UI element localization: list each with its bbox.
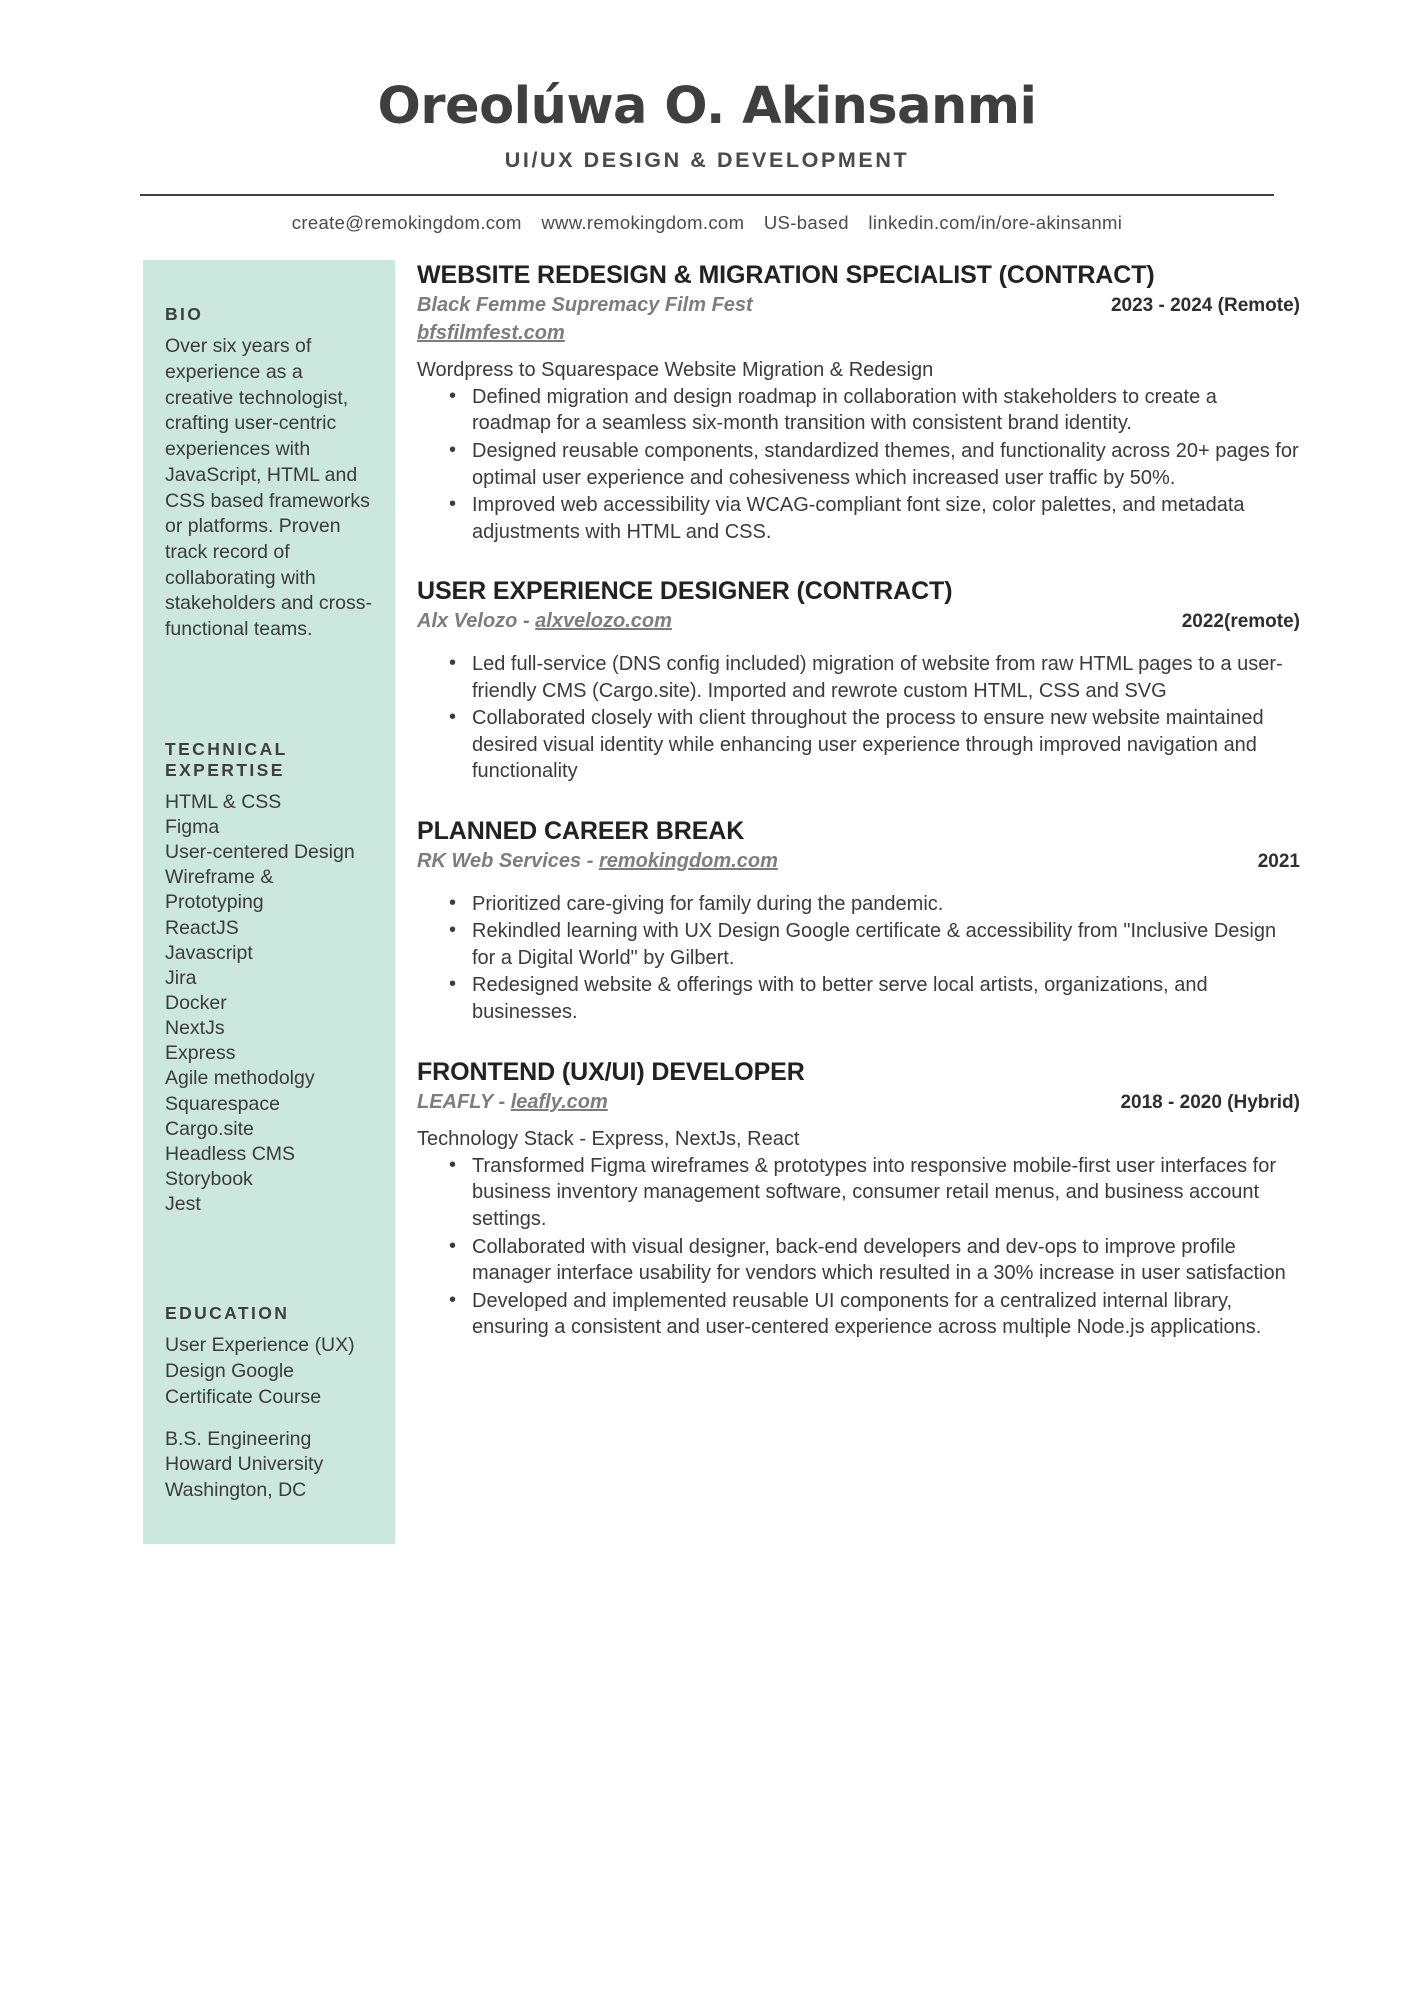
education-entry: User Experience (UX) Design Google Certificate Course (165, 1334, 355, 1408)
list-item: • Defined migration and design roadmap in collaboration with stakeholders to create a roadmap for a seamless six-month transition with consistent brand identity. (447, 384, 1300, 437)
list-item: Jira (165, 966, 197, 989)
job-title: WEBSITE REDESIGN & MIGRATION SPECIALIST (CONTRACT) (417, 261, 1155, 290)
list-item: Wireframe & Prototyping (165, 866, 274, 914)
job-title: USER EXPERIENCE DESIGNER (CONTRACT) (417, 577, 953, 606)
list-item: Express (165, 1042, 236, 1065)
education-entry: B.S. Engineering Howard University Washington, DC (165, 1427, 324, 1501)
job-org-name: Alx Velozo - (417, 610, 536, 633)
job-dates: 2023 - 2024 (Remote) (1110, 295, 1300, 317)
job-spacer (417, 637, 1300, 651)
section-spacer (417, 1037, 1300, 1057)
list-item: Javascript (165, 941, 253, 964)
job-title: PLANNED CAREER BREAK (417, 817, 745, 846)
list-item: • Collaborated with visual designer, back-end developers and dev-ops to improve profile manager interface usability for vendors which resulted in a 30% increase in user satisfaction (447, 1234, 1300, 1287)
sidebar-spacer-1 (165, 643, 373, 739)
job-dates: 2018 - 2020 (Hybrid) (1120, 1091, 1300, 1113)
contact-email[interactable]: create@remokingdom.com (291, 212, 522, 234)
list-item: Storybook (165, 1168, 253, 1191)
sidebar-heading-education: EDUCATION (165, 1303, 290, 1324)
sidebar-heading-bio: BIO (165, 304, 204, 325)
job-org (417, 1090, 608, 1116)
sidebar (143, 260, 395, 1544)
resume-body (0, 260, 1414, 1544)
contact-linkedin[interactable]: linkedin.com/in/ore-akinsanmi (868, 212, 1123, 234)
job-dates: 2021 (1257, 851, 1300, 873)
list-item: Cargo.site (165, 1117, 254, 1140)
job-org-name: LEAFLY - (417, 1090, 511, 1113)
contact-line (0, 212, 1414, 234)
list-item: HTML & CSS (165, 790, 282, 813)
list-item: • Transformed Figma wireframes & prototypes into responsive mobile-first user interfaces for business inventory management software, consumer retail menus, and business account settings. (447, 1153, 1300, 1233)
job-dates: 2022(remote) (1181, 611, 1300, 633)
list-item: Squarespace (165, 1092, 280, 1115)
job-org-link[interactable]: bfsfilmfest.com (417, 321, 565, 344)
job-summary: Wordpress to Squarespace Website Migration & Redesign (417, 359, 934, 382)
candidate-name: Oreolúwa O. Akinsanmi (377, 77, 1037, 136)
list-item: • Led full-service (DNS config included) migration of website from raw HTML pages to a user-friendly CMS (Cargo.site). Imported and rewrote custom HTML, CSS and SVG (447, 651, 1300, 704)
candidate-subtitle: UI/UX DESIGN & DEVELOPMENT (504, 148, 910, 173)
list-item: NextJs (165, 1017, 225, 1040)
job-bullets (447, 651, 1300, 785)
sidebar-spacer-2 (165, 1217, 373, 1303)
job-spacer (417, 877, 1300, 891)
job-bullets (447, 1153, 1300, 1341)
job-meta (417, 293, 1300, 319)
list-item: • Improved web accessibility via WCAG-compliant font size, color palettes, and metadata adjustments with HTML and CSS. (447, 492, 1300, 545)
header-divider (140, 194, 1274, 196)
job-org: Black Femme Supremacy Film Fest (417, 294, 753, 317)
list-item: • Collaborated closely with client throughout the process to ensure new website maintained desired visual identity while enhancing user experience through improved navigation and functionality (447, 705, 1300, 785)
sidebar-heading-skills: TECHNICAL EXPERTISE (165, 738, 288, 780)
job-meta (417, 609, 1300, 635)
experience-entry-3 (417, 816, 1300, 1026)
job-org (417, 609, 672, 635)
list-item: Headless CMS (165, 1142, 296, 1165)
job-meta (417, 1090, 1300, 1116)
experience-column (395, 260, 1414, 1352)
resume-header (0, 0, 1414, 234)
skills-list (165, 790, 373, 1217)
job-bullets (447, 891, 1300, 1026)
job-org (417, 849, 778, 875)
experience-entry-2 (417, 576, 1300, 785)
contact-website[interactable]: www.remokingdom.com (541, 212, 745, 234)
job-bullets (447, 384, 1300, 546)
job-org-link[interactable]: alxvelozo.com (535, 610, 672, 633)
list-item: • Designed reusable components, standardized themes, and functionality across 20+ pages for optimal user experience and cohesiveness which increased user traffic by 50%. (447, 438, 1300, 491)
list-item: ReactJS (165, 916, 239, 939)
list-item: User-centered Design (165, 841, 355, 864)
contact-location: US-based (763, 212, 849, 234)
list-item: • Prioritized care-giving for family during the pandemic. (447, 891, 1300, 918)
list-item: • Rekindled learning with UX Design Google certificate & accessibility from "Inclusive Design for a Digital World" by Gilbert. (447, 918, 1300, 971)
list-item: Agile methodolgy (165, 1067, 315, 1090)
list-item: Jest (165, 1193, 201, 1216)
list-item: Figma (165, 816, 220, 839)
job-title: FRONTEND (UX/UI) DEVELOPER (417, 1057, 805, 1086)
bio-text: Over six years of experience as a creative technologist, crafting user-centric experiences with JavaScript, HTML and CSS based frameworks or platforms. Proven track record of collaborating with stakeholders and cross-functional teams. (165, 335, 373, 641)
job-org-name: RK Web Services - (417, 850, 599, 873)
job-org-link[interactable]: leafly.com (510, 1090, 608, 1113)
section-spacer (417, 796, 1300, 816)
experience-entry-1 (417, 260, 1300, 545)
experience-entry-4 (417, 1057, 1300, 1341)
job-org-link[interactable]: remokingdom.com (598, 850, 778, 873)
list-item: • Redesigned website & offerings with to better serve local artists, organizations, and businesses. (447, 972, 1300, 1025)
job-meta (417, 849, 1300, 875)
job-summary: Technology Stack - Express, NextJs, React (417, 1128, 800, 1151)
list-item: • Developed and implemented reusable UI components for a centralized internal library, ensuring a consistent and user-centered experience across multiple Node.js applications. (447, 1288, 1300, 1341)
section-spacer (417, 556, 1300, 576)
list-item: Docker (165, 992, 227, 1015)
